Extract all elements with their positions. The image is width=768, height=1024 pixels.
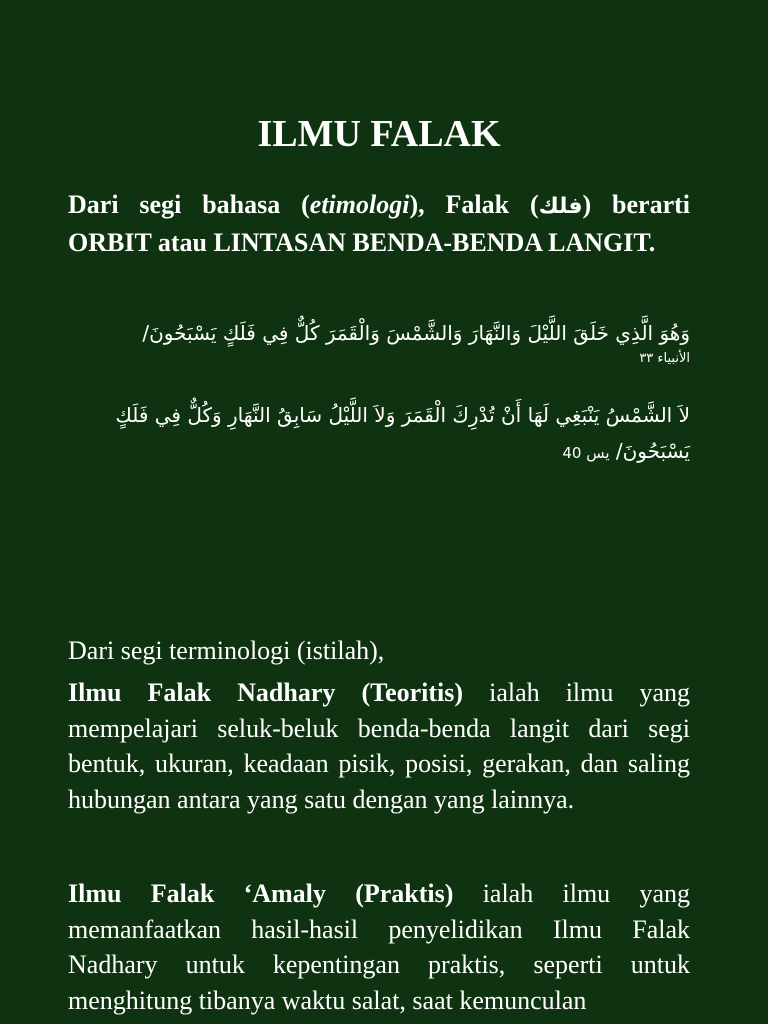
amaly-paragraph (68, 876, 690, 1018)
page-title: ILMU FALAK (257, 113, 501, 155)
nadhary-term: Ilmu Falak Nadhary (Teoritis) (68, 678, 464, 707)
document-page (68, 0, 690, 1024)
nadhary-paragraph (68, 675, 690, 817)
arabic-word-falak: فلك (538, 194, 583, 219)
etymology-suffix: ) berarti ORBIT atau LINTASAN BENDA-BENDA LANGIT. (68, 190, 690, 257)
quran-verse-anbiya (68, 318, 690, 374)
quran-verse-yasin (68, 400, 690, 468)
terminology-intro: Dari segi terminologi (istilah), (68, 636, 385, 665)
verse-text-line2: يَسْبَحُونَ/ (615, 439, 690, 463)
amaly-definition: ialah ilmu yang memanfaatkan hasil-hasil penyelidikan Ilmu Falak Nadhary untuk kepentingan praktis, seperti untuk menghitung tibanya waktu salat, saat kemunculan (68, 879, 690, 1015)
verse-reference: الأنبياء ٣٣ (639, 351, 690, 366)
verse-line2 (68, 436, 690, 468)
verse-text: لاَ الشَّمْسُ يَنْبَغِي لَهَا أَنْ تُدْرِكَ الْقَمَرَ وَلاَ اللَّيْلُ سَابِقُ النَّهَارِ وَكُلٌّ فِي فَلَكٍ (115, 403, 690, 427)
amaly-term: Ilmu Falak ‘Amaly (Praktis) (68, 879, 454, 908)
etymology-paragraph (68, 187, 690, 260)
etymology-middle: ), Falak ( (409, 190, 539, 219)
verse-text: وَهُوَ الَّذِي خَلَقَ اللَّيْلَ وَالنَّهَارَ وَالشَّمْسَ وَالْقَمَرَ كُلٌّ فِي فَلَكٍ يَسْبَحُونَ/ (142, 321, 690, 345)
nadhary-definition: ialah ilmu yang mempelajari seluk-beluk benda-benda langit dari segi bentuk, ukuran, keadaan pisik, posisi, gerakan, dan saling hubungan antara yang satu dengan yang lainnya. (68, 678, 690, 814)
verse-reference: يس 40 (562, 444, 610, 462)
etymology-prefix: Dari segi bahasa ( (68, 190, 310, 219)
etymology-term: etimologi (309, 190, 410, 219)
